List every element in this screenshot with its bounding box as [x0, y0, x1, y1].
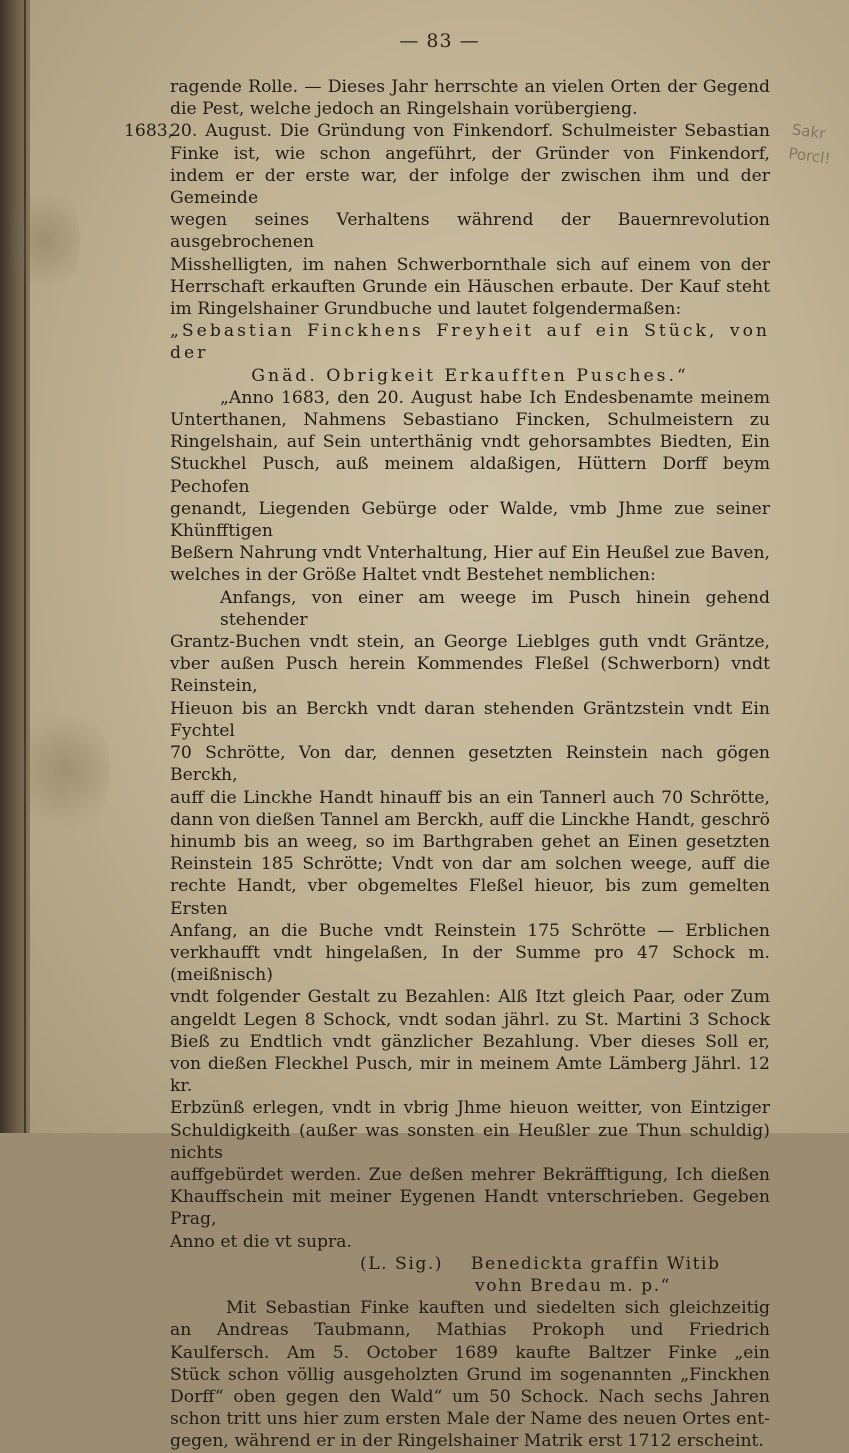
signature-line: vohn Bredau m. p.“	[475, 1275, 671, 1296]
text-line: gegen, während er in der Ringelshainer Matrik erst 1712 erscheint.	[170, 1431, 764, 1452]
text-line: Anno et die vt supra.	[170, 1231, 352, 1252]
text-line: von dießen Fleckhel Pusch, mir in meinem Amte Lämberg Jährl. 12 kr.	[170, 1053, 770, 1097]
text-line: welches in der Größe Haltet vndt Bestehet nemblichen:	[170, 565, 656, 586]
text-line: Beßern Nahrung vndt Vnterhaltung, Hier auf Ein Heußel zue Baven,	[170, 543, 770, 564]
text-line: im Ringelshainer Grundbuche und lautet folgendermaßen:	[170, 299, 682, 320]
text-line: Gnäd. Obrigkeit Erkaufften Pusches.“	[251, 365, 689, 386]
page-stain	[10, 180, 80, 300]
text-line: hinumb bis an weeg, so im Barthgraben gehet an Einen gesetzten	[170, 831, 770, 852]
text-line: 20. August. Die Gründung von Finkendorf. Schulmeister Sebastian	[170, 121, 770, 142]
text-line: Schuldigkeith (außer was sonsten ein Heußler zue Thun schuldig) nichts	[170, 1120, 770, 1163]
text-line: Kaulfersch. Am 5. October 1689 kaufte Baltzer Finke „ein	[170, 1342, 770, 1363]
text-line: vber außen Pusch herein Kommendes Fleßel (Schwerborn) vndt Reinstein,	[170, 654, 770, 697]
text-line: Khauffschein mit meiner Eygenen Handt vnterschrieben. Gegeben Prag,	[170, 1187, 770, 1230]
text-line: wegen seines Verhaltens während der Bauernrevolution ausgebrochenen	[170, 210, 770, 253]
signature-line: (L. Sig.) Benedickta graffin Witib	[360, 1253, 721, 1274]
text-line: Misshelligten, im nahen Schwerbornthale sich auf einem von der	[170, 254, 770, 275]
page-stain	[20, 700, 110, 840]
text-line: an Andreas Taubmann, Mathias Prokoph und Friedrich	[170, 1320, 770, 1341]
text-line: vndt folgender Gestalt zu Bezahlen: Alß Itzt gleich Paar, oder Zum	[170, 987, 770, 1008]
margin-note-line: Sakr	[790, 120, 827, 143]
page-body	[124, 76, 770, 1453]
text-line: Anfang, an die Buche vndt Reinstein 175 Schrötte — Erblichen	[170, 920, 770, 941]
text-line: auff die Linckhe Handt hinauff bis an ein Tannerl auch 70 Schrötte,	[170, 787, 770, 808]
text-line: dann von dießen Tannel am Berckh, auff die Linckhe Handt, geschrö	[170, 809, 770, 830]
text-line: „Sebastian Finckhens Freyheit auf ein Stück, von der	[170, 321, 770, 364]
entry-year: 1683,	[124, 121, 174, 142]
text-line: verkhaufft vndt hingelaßen, In der Summe pro 47 Schock m. (meißnisch)	[170, 942, 770, 986]
text-line: Hieuon bis an Berckh vndt daran stehenden Gräntzstein vndt Ein Fychtel	[170, 698, 770, 741]
text-line: indem er der erste war, der infolge der zwischen ihm und der Gemeinde	[170, 165, 770, 209]
text-line: genandt, Liegenden Gebürge oder Walde, vmb Jhme zue seiner Khünfftigen	[170, 498, 770, 542]
text-line: Grantz-Buchen vndt stein, an George Lieblges guth vndt Gräntze,	[170, 632, 770, 653]
text-line: schon tritt uns hier zum ersten Male der Name des neuen Ortes ent-	[170, 1409, 770, 1430]
text-line: Dorff“ oben gegen den Wald“ um 50 Schock. Nach sechs Jahren	[170, 1386, 770, 1407]
text-line: angeldt Legen 8 Schock, vndt sodan jährl. zu St. Martini 3 Schock	[170, 1009, 770, 1030]
text-line: Stuckhel Pusch, auß meinem aldaßigen, Hüttern Dorff beym Pechofen	[170, 454, 770, 497]
spine-edge	[24, 0, 26, 1133]
text-line: Ringelshain, auf Sein unterthänig vndt gehorsambtes Biedten, Ein	[170, 432, 770, 453]
entry-heading-line	[124, 120, 770, 142]
text-line: „Anno 1683, den 20. August habe Ich Endesbenamte meinem	[220, 387, 770, 408]
text-line: Mit Sebastian Finke kauften und siedelten sich gleichzeitig	[226, 1298, 770, 1319]
text-line: Erbzünß erlegen, vndt in vbrig Jhme hieuon weitter, von Eintziger	[170, 1098, 770, 1119]
text-line: Reinstein 185 Schrötte; Vndt von dar am solchen weege, auff die	[170, 854, 770, 875]
text-line: Bieß zu Endtlich vndt gänzlicher Bezahlung. Vber dieses Soll er,	[170, 1031, 770, 1052]
text-line: ragende Rolle. — Dieses Jahr herrschte an vielen Orten der Gegend	[170, 77, 770, 97]
text-line: Unterthanen, Nahmens Sebastiano Fincken, Schulmeistern zu	[170, 410, 770, 431]
book-page	[30, 0, 849, 1452]
margin-note-line: Porcl!	[787, 144, 832, 168]
text-line: Anfangs, von einer am weege im Pusch hinein gehend stehender	[220, 587, 770, 630]
text-line: Finke ist, wie schon angeführt, der Gründer von Finkendorf,	[170, 143, 770, 164]
text-line: die Pest, welche jedoch an Ringelshain vorübergieng.	[170, 99, 638, 120]
text-line: rechte Handt, vber obgemeltes Fleßel hieuor, bis zum gemelten Ersten	[170, 876, 770, 919]
text-line: auffgebürdet werden. Zue deßen mehrer Bekräfftigung, Ich dießen	[170, 1164, 770, 1185]
text-line: Stück schon völlig ausgeholzten Grund im sogenannten „Finckhen	[170, 1364, 770, 1385]
text-line: Herrschaft erkauften Grunde ein Häuschen erbaute. Der Kauf steht	[170, 276, 770, 297]
text-line: 70 Schrötte, Von dar, dennen gesetzten Reinstein nach gögen Berckh,	[170, 743, 770, 786]
page-number: — 83 —	[399, 30, 480, 52]
handwritten-margin-note	[787, 117, 849, 174]
